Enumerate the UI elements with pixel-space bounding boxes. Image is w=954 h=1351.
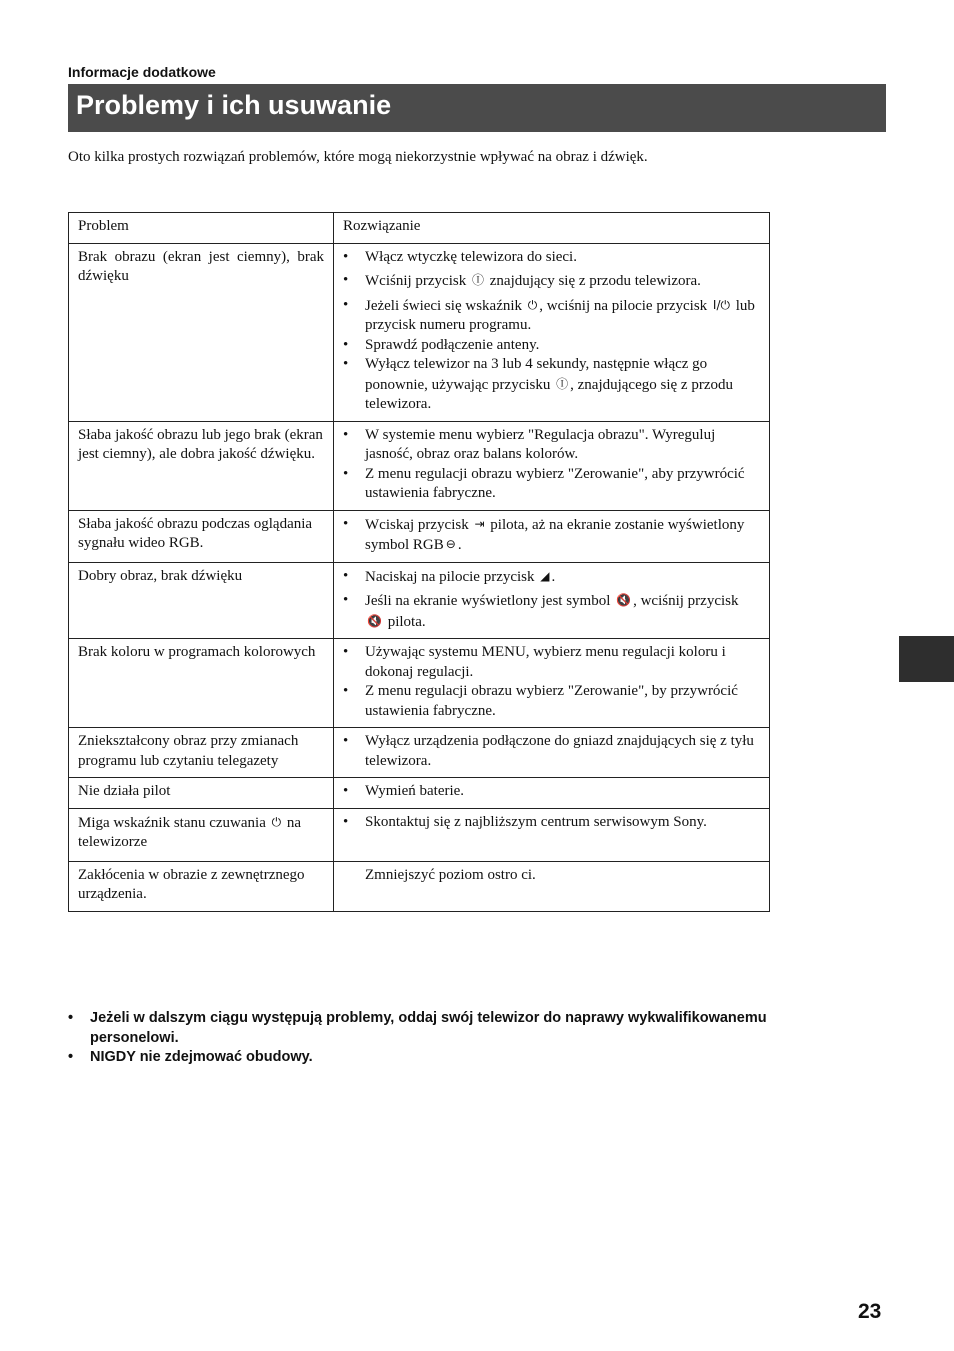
problem-cell: Słaba jakość obrazu podczas oglądania sygnału wideo RGB. [69,510,334,562]
volume-icon: ◢ [540,568,550,583]
table-row [69,510,770,562]
problem-cell: Zakłócenia w obrazie z zewnętrznego urządzenia. [69,861,334,911]
table-header-row [69,213,770,244]
solution-text: Jeżeli świeci się wskaźnik [365,297,523,314]
solution-item [343,336,760,356]
solution-text: Włącz wtyczkę telewizora do sieci. [365,248,577,265]
solution-cell [334,728,770,778]
problem-cell [69,808,334,861]
solution-cell [334,510,770,562]
mute-icon: 🔇 [616,593,632,607]
solution-text: , wciśnij na pilocie przycisk [539,297,708,314]
table-row [69,243,770,421]
page-number: 23 [858,1300,882,1323]
solution-text: pilota. [387,613,426,630]
solution-item [343,271,760,292]
solution-cell [334,421,770,510]
solution-text: , wciśnij przycisk [633,593,739,609]
warning-notes [68,1009,858,1068]
solution-cell [334,808,770,861]
solution-text: . [551,568,556,585]
solution-item: • Wyłącz urządzenia podłączone do gniazd znajdujących się z tyłu telewizora. [343,732,760,771]
problem-text: na telewizorze [78,814,302,850]
table-row [69,808,770,861]
input-icon: ⇥ [474,516,485,531]
solution-cell [334,639,770,728]
solution-item: • Używając systemu MENU, wybierz menu regulacji koloru i dokonaj regulacji. [343,643,760,682]
problem-cell: Dobry obraz, brak dźwięku [69,562,334,639]
solution-item [343,248,760,268]
intro-text: Oto kilka prostych rozwiązań problemów, które mogą niekorzystnie wpływać na obraz i dźwięk. [68,149,648,165]
problem-text: Miga wskaźnik stanu czuwania [78,814,266,831]
remote-power-icon: I/⏻ [712,297,730,312]
solution-item [343,355,760,415]
solution-text: Wciskaj przycisk [365,516,469,533]
section-label: Informacje dodatkowe [68,64,216,80]
solution-item [343,591,760,632]
power-icon: Ⓘ [556,376,569,391]
solution-item: • Z menu regulacji obrazu wybierz "Zerowanie", by przywrócić ustawienia fabryczne. [343,682,760,721]
header-problem: Problem [69,213,334,244]
mute-icon: 🔇 [367,613,382,628]
solution-item: • Wymień baterie. [343,782,760,802]
problem-cell: Słaba jakość obrazu lub jego brak (ekran jest ciemny), ale dobra jakość dźwięku. [69,421,334,510]
table-row [69,562,770,639]
solution-item [343,567,760,588]
solution-cell [334,778,770,809]
standby-icon: ⏻ [271,814,282,829]
solution-text: Naciskaj na pilocie przycisk [365,568,535,585]
solution-cell [334,861,770,911]
problem-cell: Brak koloru w programach kolorowych [69,639,334,728]
solution-item: • W systemie menu wybierz "Regulacja obrazu". Wyreguluj jasność, obraz oraz balans kolorów. [343,426,760,465]
solution-text: Jeśli na ekranie wyświetlony jest symbol [365,593,611,609]
problem-cell: Zniekształcony obraz przy zmianach programu lub czytaniu telegazety [69,728,334,778]
solution-item: • Z menu regulacji obrazu wybierz "Zerowanie", aby przywrócić ustawienia fabryczne. [343,465,760,504]
rgb-symbol-icon: ⊖ [445,537,456,551]
solution-text: lub przycisk numeru programu. [365,297,755,333]
solution-item: • Skontaktuj się z najbliższym centrum serwisowym Sony. [343,813,760,833]
standby-icon: ⏻ [527,297,538,312]
warning-note: • NIGDY nie zdejmować obudowy. [68,1048,858,1068]
warning-note: • Jeżeli w dalszym ciągu występują problemy, oddaj swój telewizor do naprawy wykwalifikowanemu personelowi. [68,1009,858,1048]
header-solution: Rozwiązanie [334,213,770,244]
solution-text: . [457,537,462,553]
solution-text: Sprawdź podłączenie anteny. [365,336,540,353]
power-icon: Ⓘ [471,273,484,287]
page-title: Problemy i ich usuwanie [76,90,392,120]
table-row [69,861,770,911]
solution-text: Wciśnij przycisk [365,273,467,289]
side-tab-marker [899,636,954,682]
solution-item: Zmniejszyć poziom ostro ci. [365,866,536,883]
solution-text: Wyłącz telewizor na 3 lub 4 sekundy, następnie włącz go ponownie, używając przycisku [365,356,708,393]
solution-item [343,515,760,556]
table-row [69,639,770,728]
table-row [69,421,770,510]
solution-cell [334,562,770,639]
solution-item [343,296,760,336]
table-row [69,778,770,809]
troubleshooting-table [68,212,770,912]
solution-cell [334,243,770,421]
solution-text: pilota, aż na ekranie zostanie wyświetlony symbol RGB [365,516,745,553]
solution-text: , znajdującego się z przodu telewizora. [365,376,733,412]
title-bar [68,84,886,132]
problem-cell: Nie działa pilot [69,778,334,809]
solution-text: znajdujący się z przodu telewizora. [489,273,701,289]
table-row [69,728,770,778]
problem-cell: Brak obrazu (ekran jest ciemny), brak dźwięku [69,243,334,421]
